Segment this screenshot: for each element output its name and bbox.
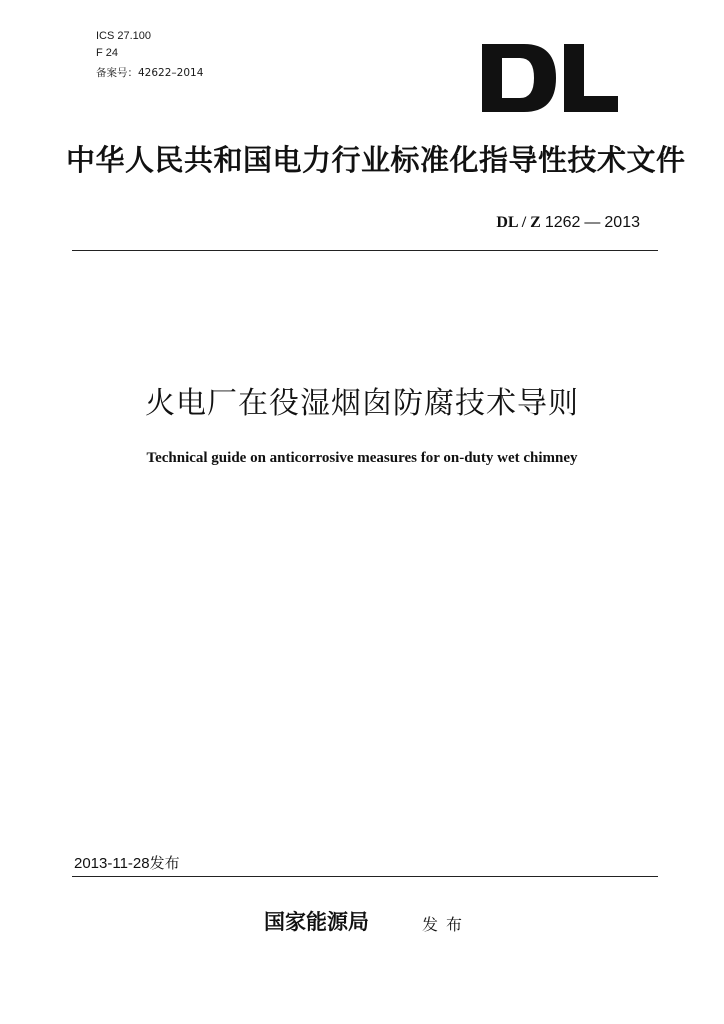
logo-letter-l: [564, 44, 618, 112]
publish-label: 发布: [422, 915, 471, 934]
document-title-english: Technical guide on anticorrosive measures for on-duty wet chimney: [146, 450, 578, 466]
classification-code: F 24: [96, 47, 119, 59]
standard-code: DL / Z: [496, 214, 541, 231]
header-divider: [72, 250, 658, 251]
record-number: 备案号：42622–2014: [96, 67, 204, 79]
footer-divider: [72, 876, 658, 877]
logo-letter-d: [482, 44, 556, 112]
ics-code: ICS 27.100: [96, 30, 152, 42]
standard-series-title: 中华人民共和国电力行业标准化指导性技术文件: [66, 143, 686, 177]
dl-logo: [480, 34, 620, 116]
publisher-name: 国家能源局: [264, 909, 369, 934]
publish-date: 2013-11-28发布: [74, 855, 180, 872]
standard-dash: —: [584, 214, 601, 231]
standard-number: [496, 214, 640, 232]
document-title-chinese: 火电厂在役湿烟囱防腐技术导则: [145, 386, 579, 421]
standard-id: 1262: [544, 214, 581, 231]
standard-year: 2013: [604, 214, 640, 231]
